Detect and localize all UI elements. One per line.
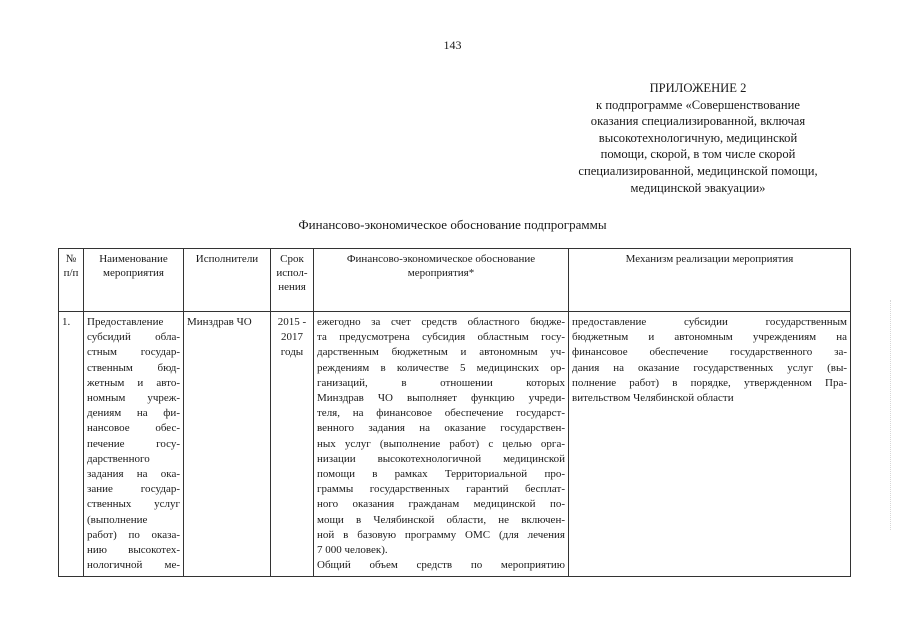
appendix-line: специализированной, медицинской помощи,	[578, 163, 818, 178]
cell-num: 1.	[59, 312, 84, 577]
cell-name: Предоставление субсидий обла- стным государ- ственным бюд- жетным и авто- номным учреж- дениям на фи- нансовое обес- печение госу- дарственного задания на ока- зание государ- ственных услуг (выполнение работ) по оказа- нию высокотех- нологичной ме-	[84, 312, 184, 577]
cell-term: 2015 - 2017 годы	[271, 312, 314, 577]
header-name: Наименование мероприятия	[84, 249, 184, 312]
cell-executor: Минздрав ЧО	[184, 312, 271, 577]
justification-table	[58, 248, 851, 577]
header-num: № п/п	[59, 249, 84, 312]
cell-mechanism: предоставление субсидии государственным бюджетным и автономным учреждениям на финансовое обеспечение государственного за- дания на оказание государственных услуг (вы- полнение работ) в порядке, утвержденном Пра- вительством Челябинской области	[569, 312, 851, 577]
appendix-line: помощи, скорой, в том числе скорой	[600, 147, 796, 162]
header-mechanism: Механизм реализации мероприятия	[569, 249, 851, 312]
table-row	[59, 312, 851, 577]
appendix-line: высокотехнологичную, медицинской	[598, 130, 798, 145]
appendix-line: к подпрограмме «Совершенствование	[596, 97, 800, 112]
appendix-line: медицинской эвакуации»	[630, 180, 766, 195]
header-justification: Финансово-экономическое обоснование мероприятия*	[314, 249, 569, 312]
page-number: 143	[443, 38, 462, 52]
scan-edge-artifact	[890, 300, 894, 530]
document-title: Финансово-экономическое обоснование подпрограммы	[298, 217, 607, 232]
header-executors: Исполнители	[184, 249, 271, 312]
header-term: Срок испол- нения	[271, 249, 314, 312]
appendix-line: оказания специализированной, включая	[590, 114, 806, 129]
table-header-row	[59, 249, 851, 312]
appendix-title: ПРИЛОЖЕНИЕ 2	[649, 81, 747, 95]
appendix-block	[540, 80, 856, 196]
cell-justification: ежегодно за счет средств областного бюдже- та предусмотрена субсидия областным госу- дарственным бюджетным и автономным уч- реждениям в количестве 5 медицинских ор- ганизаций, в отношении которых Минздрав ЧО выполняет функцию учреди- теля, на финансовое обеспечение государст- венного задания на оказание государствен- ных услуг (выполнение работ) с целью орга- низации высокотехнологичной медицинской помощи в рамках Территориальной про- граммы государственных гарантий бесплат- ного оказания гражданам медицинской по- мощи в Челябинской области, не включен- ной в базовую программу ОМС (для лечения 7 000 человек). Общий объем средств по мероприятию	[314, 312, 569, 577]
